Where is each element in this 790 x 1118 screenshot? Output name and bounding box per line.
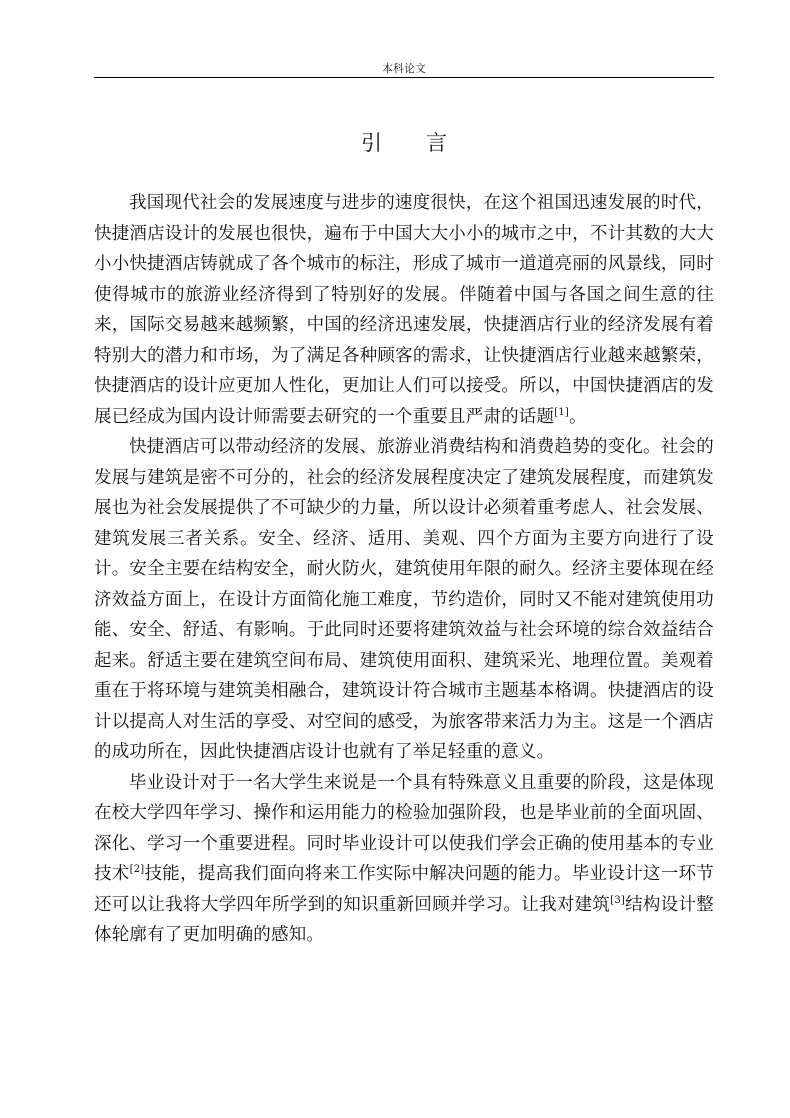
paragraph-text: 毕业设计对于一名大学生来说是一个具有特殊意义且重要的阶段，这是体现在校大学四年学习、操作和运用能力的检验加强阶段，也是毕业前的全面巩固、深化、学习一个重要进程。同时毕业设计可以使我们学会正确的使用基本的专业技术 bbox=[94, 772, 714, 884]
citation-ref: [2] bbox=[129, 864, 145, 875]
paragraph bbox=[94, 432, 714, 768]
page-title: 引言 bbox=[361, 131, 491, 155]
body-text bbox=[94, 188, 714, 951]
paragraph-text: 结构设计整体轮廓有了更加明确的感知。 bbox=[94, 894, 714, 945]
header-divider bbox=[94, 77, 714, 78]
paragraph bbox=[94, 188, 714, 432]
citation-ref: [3] bbox=[610, 894, 625, 906]
paragraph-text: 技能，提高我们面向将来工作实际中解决问题的能力。毕业设计这一环节还可以让我将大学四年所学到的知识重新回顾并学习。让我对建筑 bbox=[94, 864, 714, 915]
paragraph-text: 。 bbox=[568, 406, 587, 427]
running-header: 本科论文 bbox=[382, 62, 426, 75]
citation-ref: [1] bbox=[554, 406, 569, 418]
paragraph-text: 我国现代社会的发展速度与进步的速度很快，在这个祖国迅速发展的时代，快捷酒店设计的发展也很快，遍布于中国大大小小的城市之中，不计其数的大大小小快捷酒店铸就成了各个城市的标注，形成了城市一道道亮丽的风景线，同时使得城市的旅游业经济得到了特别好的发展。伴随着中国与各国之间生意的往来，国际交易越来越频繁，中国的经济迅速发展，快捷酒店行业的经济发展有着特别大的潜力和市场，为了满足各种顾客的需求，让快捷酒店行业越来越繁荣，快捷酒店的设计应更加人性化，更加让人们可以接受。所以，中国快捷酒店的发展已经成为国内设计师需要去研究的一个重要且严肃的话题 bbox=[94, 193, 714, 427]
paragraph-text: 快捷酒店可以带动经济的发展、旅游业消费结构和消费趋势的变化。社会的发展与建筑是密不可分的，社会的经济发展程度决定了建筑发展程度，而建筑发展也为社会发展提供了不可缺少的力量，所以设计必须着重考虑人、社会发展、建筑发展三者关系。安全、经济、适用、美观、四个方面为主要方向进行了设计。安全主要在结构安全，耐火防火，建筑使用年限的耐久。经济主要体现在经济效益方面上，在设计方面简化施工难度，节约造价，同时又不能对建筑使用功能、安全、舒适、有影响。于此同时还要将建筑效益与社会环境的综合效益结合起来。舒适主要在建筑空间布局、建筑使用面积、建筑采光、地理位置。美观着重在于将环境与建筑美相融合，建筑设计符合城市主题基本格调。快捷酒店的设计以提高人对生活的享受、对空间的感受，为旅客带来活力为主。这是一个酒店的成功所在，因此快捷酒店设计也就有了举足轻重的意义。 bbox=[94, 437, 714, 762]
paragraph bbox=[94, 768, 714, 951]
